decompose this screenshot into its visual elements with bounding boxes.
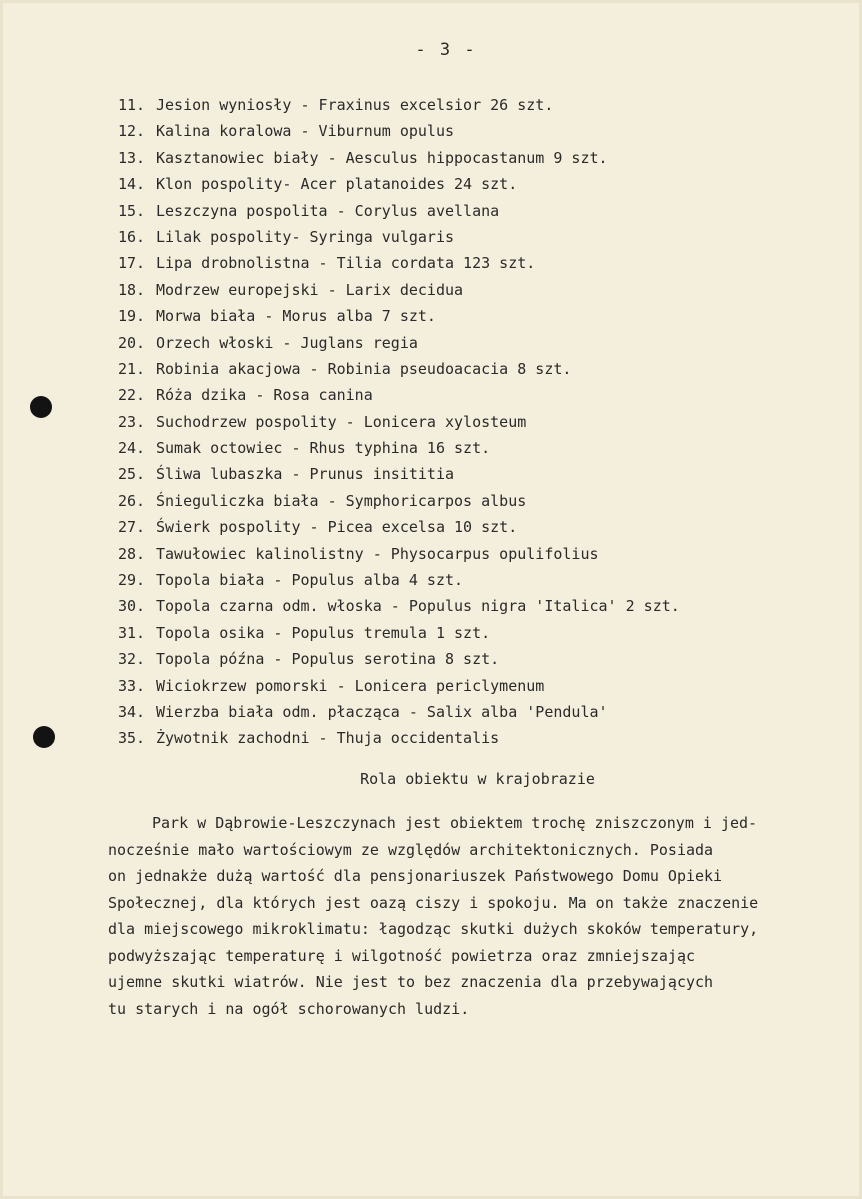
species-name: Topola czarna odm. włoska - Populus nigra 'Italica' 2 szt.	[156, 597, 680, 616]
species-name: Śliwa lubaszka - Prunus insititia	[156, 465, 455, 484]
species-number: 11.	[118, 96, 146, 114]
species-list-item	[118, 699, 680, 725]
species-list-item	[118, 118, 680, 144]
section-heading: Rola obiektu w krajobrazie	[360, 770, 595, 788]
species-number: 29.	[118, 571, 146, 590]
punch-hole	[33, 726, 55, 748]
species-number: 31.	[118, 623, 146, 642]
species-list-item	[118, 356, 680, 382]
species-number: 28.	[118, 544, 146, 563]
punch-hole	[30, 396, 52, 418]
paragraph-line: nocześnie mało wartościowym ze względów architektonicznych. Posiada	[108, 840, 714, 859]
species-number: 33.	[118, 676, 146, 695]
species-number: 12.	[118, 122, 146, 141]
species-name: Topola późna - Populus serotina 8 szt.	[156, 650, 500, 669]
page-number: - 3 -	[415, 40, 477, 60]
species-number: 16.	[118, 227, 146, 246]
species-number: 14.	[118, 175, 146, 194]
species-name: Sumak octowiec - Rhus typhina 16 szt.	[156, 439, 491, 458]
paragraph-line: ujemne skutki wiatrów. Nie jest to bez znaczenia dla przebywających	[108, 973, 714, 991]
species-number: 32.	[118, 650, 146, 669]
species-number: 17.	[118, 254, 146, 273]
species-list-item	[118, 646, 680, 672]
species-name: Robinia akacjowa - Robinia pseudoacacia 8 szt.	[156, 359, 572, 378]
species-list-item	[118, 488, 680, 514]
species-name: Jesion wyniosły - Fraxinus excelsior 26 szt.	[156, 96, 554, 114]
species-name: Wiciokrzew pomorski - Lonicera periclymenum	[156, 676, 545, 695]
paragraph-line: podwyższając temperaturę i wilgotność powietrza oraz zmniejszając	[108, 946, 695, 965]
species-list-item	[118, 461, 680, 487]
species-number: 20.	[118, 333, 146, 352]
species-list-item	[118, 145, 680, 171]
species-list	[118, 92, 680, 752]
species-name: Wierzba biała odm. płacząca - Salix alba 'Pendula'	[156, 702, 608, 721]
species-name: Lipa drobnolistna - Tilia cordata 123 szt.	[156, 254, 536, 273]
species-name: Klon pospolity- Acer platanoides 24 szt.	[156, 175, 518, 194]
species-name: Leszczyna pospolita - Corylus avellana	[156, 201, 500, 220]
species-list-item	[118, 435, 680, 461]
species-name: Topola osika - Populus tremula 1 szt.	[156, 623, 491, 642]
species-name: Żywotnik zachodni - Thuja occidentalis	[156, 729, 500, 748]
species-list-item	[118, 250, 680, 276]
species-number: 18.	[118, 280, 146, 299]
paragraph-line: tu starych i na ogół schorowanych ludzi.	[108, 999, 470, 1018]
species-number: 26.	[118, 491, 146, 510]
species-name: Śnieguliczka biała - Symphoricarpos albus	[156, 491, 527, 510]
species-name: Orzech włoski - Juglans regia	[156, 333, 418, 352]
species-list-item	[118, 330, 680, 356]
species-number: 35.	[118, 729, 146, 748]
species-name: Modrzew europejski - Larix decidua	[156, 280, 464, 299]
species-number: 22.	[118, 386, 146, 405]
species-list-item	[118, 541, 680, 567]
species-list-item	[118, 593, 680, 619]
paragraph-line: on jednakże dużą wartość dla pensjonariuszek Państwowego Domu Opieki	[108, 867, 723, 885]
species-number: 15.	[118, 201, 146, 220]
species-name: Topola biała - Populus alba 4 szt.	[156, 571, 464, 590]
species-list-item	[118, 409, 680, 435]
species-list-item	[118, 382, 680, 408]
species-list-item	[118, 171, 680, 197]
species-list-item	[118, 224, 680, 250]
species-number: 25.	[118, 465, 146, 484]
species-name: Morwa biała - Morus alba 7 szt.	[156, 307, 436, 326]
species-name: Lilak pospolity- Syringa vulgaris	[156, 227, 455, 246]
species-name: Kalina koralowa - Viburnum opulus	[156, 122, 455, 141]
species-list-item	[118, 277, 680, 303]
species-number: 13.	[118, 148, 146, 167]
species-number: 30.	[118, 597, 146, 616]
species-name: Kasztanowiec biały - Aesculus hippocastanum 9 szt.	[156, 148, 608, 167]
paragraph-line: Społecznej, dla których jest oazą ciszy i spokoju. Ma on także znaczenie	[108, 893, 759, 912]
species-list-item	[118, 567, 680, 593]
species-list-item	[118, 303, 680, 329]
paragraph-line: Park w Dąbrowie-Leszczynach jest obiektem trochę zniszczonym i jed-	[152, 814, 758, 832]
species-number: 23.	[118, 412, 146, 431]
species-name: Suchodrzew pospolity - Lonicera xylosteum	[156, 412, 527, 431]
species-number: 27.	[118, 518, 146, 537]
species-list-item	[118, 198, 680, 224]
species-list-item	[118, 92, 680, 118]
species-number: 34.	[118, 702, 146, 721]
body-paragraph	[108, 810, 860, 1022]
species-name: Tawułowiec kalinolistny - Physocarpus opulifolius	[156, 544, 599, 563]
species-name: Róża dzika - Rosa canina	[156, 386, 373, 405]
species-number: 19.	[118, 307, 146, 326]
species-list-item	[118, 673, 680, 699]
species-number: 24.	[118, 439, 146, 458]
species-name: Świerk pospolity - Picea excelsa 10 szt.	[156, 518, 518, 537]
species-list-item	[118, 725, 680, 751]
paragraph-line: dla miejscowego mikroklimatu: łagodząc skutki dużych skoków temperatury,	[108, 920, 759, 938]
species-number: 21.	[118, 359, 146, 378]
species-list-item	[118, 514, 680, 540]
species-list-item	[118, 620, 680, 646]
